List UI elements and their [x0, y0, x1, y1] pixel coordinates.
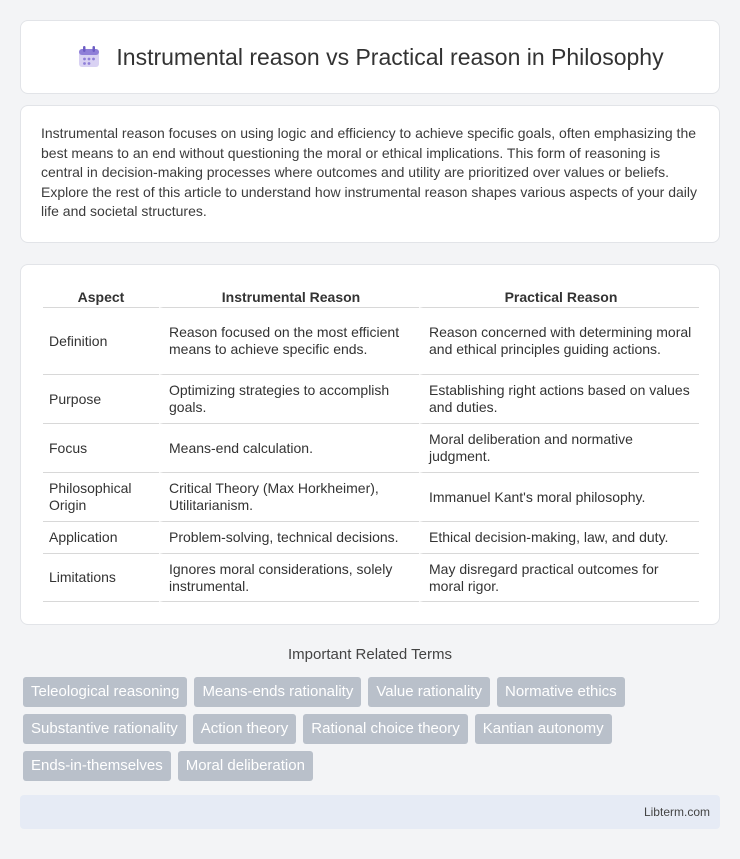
- related-term-tag[interactable]: Moral deliberation: [178, 751, 313, 781]
- table-header-row: [43, 283, 699, 308]
- table-row: [43, 308, 699, 375]
- row-aspect: Limitations: [43, 554, 159, 602]
- row-practical: May disregard practical outcomes for moral rigor.: [419, 554, 699, 602]
- title-card: [20, 20, 720, 94]
- related-term-tag[interactable]: Action theory: [193, 714, 297, 744]
- related-term-tag[interactable]: Teleological reasoning: [23, 677, 187, 707]
- row-practical: Moral deliberation and normative judgment.: [419, 424, 699, 473]
- row-aspect: Definition: [43, 308, 159, 375]
- related-term-tag[interactable]: Means-ends rationality: [194, 677, 361, 707]
- related-term-tag[interactable]: Value rationality: [368, 677, 490, 707]
- intro-paragraph: Instrumental reason focuses on using logic and efficiency to achieve specific goals, often emphasizing the best means to an end without questioning the moral or ethical implications. This form of reasoning is central in decision-making processes where outcomes and utility are prioritized over values or beliefs. Explore the rest of this article to understand how instrumental reason shapes various aspects of your daily life and societal structures.: [41, 125, 698, 219]
- table-row: [43, 473, 699, 522]
- related-term-tag[interactable]: Kantian autonomy: [475, 714, 612, 744]
- table-row: [43, 554, 699, 602]
- related-terms-list: [23, 677, 723, 781]
- header-instrumental: Instrumental Reason: [159, 283, 419, 308]
- intro-card: [20, 105, 720, 243]
- related-term-tag[interactable]: Substantive rationality: [23, 714, 186, 744]
- row-instrumental: Critical Theory (Max Horkheimer), Utilitarianism.: [159, 473, 419, 522]
- table-row: [43, 424, 699, 473]
- header-practical: Practical Reason: [419, 283, 699, 308]
- row-practical: Immanuel Kant's moral philosophy.: [419, 473, 699, 522]
- row-practical: Ethical decision-making, law, and duty.: [419, 522, 699, 554]
- table-row: [43, 522, 699, 554]
- related-term-tag[interactable]: Normative ethics: [497, 677, 625, 707]
- row-instrumental: Ignores moral considerations, solely instrumental.: [159, 554, 419, 602]
- row-practical: Reason concerned with determining moral and ethical principles guiding actions.: [419, 308, 699, 375]
- row-aspect: Philosophical Origin: [43, 473, 159, 522]
- row-aspect: Focus: [43, 424, 159, 473]
- comparison-table: [43, 283, 699, 602]
- related-term-tag[interactable]: Rational choice theory: [303, 714, 467, 744]
- footer-brand[interactable]: Libterm.com: [643, 805, 710, 819]
- related-term-tag[interactable]: Ends-in-themselves: [23, 751, 171, 781]
- row-instrumental: Problem-solving, technical decisions.: [159, 522, 419, 554]
- row-aspect: Application: [43, 522, 159, 554]
- row-instrumental: Reason focused on the most efficient means to achieve specific ends.: [159, 308, 419, 375]
- table-row: [43, 375, 699, 424]
- calendar-icon: [76, 44, 102, 70]
- related-terms-title: Important Related Terms: [288, 646, 452, 663]
- row-practical: Establishing right actions based on values and duties.: [419, 375, 699, 424]
- footer: [20, 795, 720, 829]
- row-instrumental: Means-end calculation.: [159, 424, 419, 473]
- row-aspect: Purpose: [43, 375, 159, 424]
- comparison-card: [20, 264, 720, 625]
- header-aspect: Aspect: [43, 283, 159, 308]
- row-instrumental: Optimizing strategies to accomplish goals.: [159, 375, 419, 424]
- page-title: Instrumental reason vs Practical reason in Philosophy: [116, 43, 664, 70]
